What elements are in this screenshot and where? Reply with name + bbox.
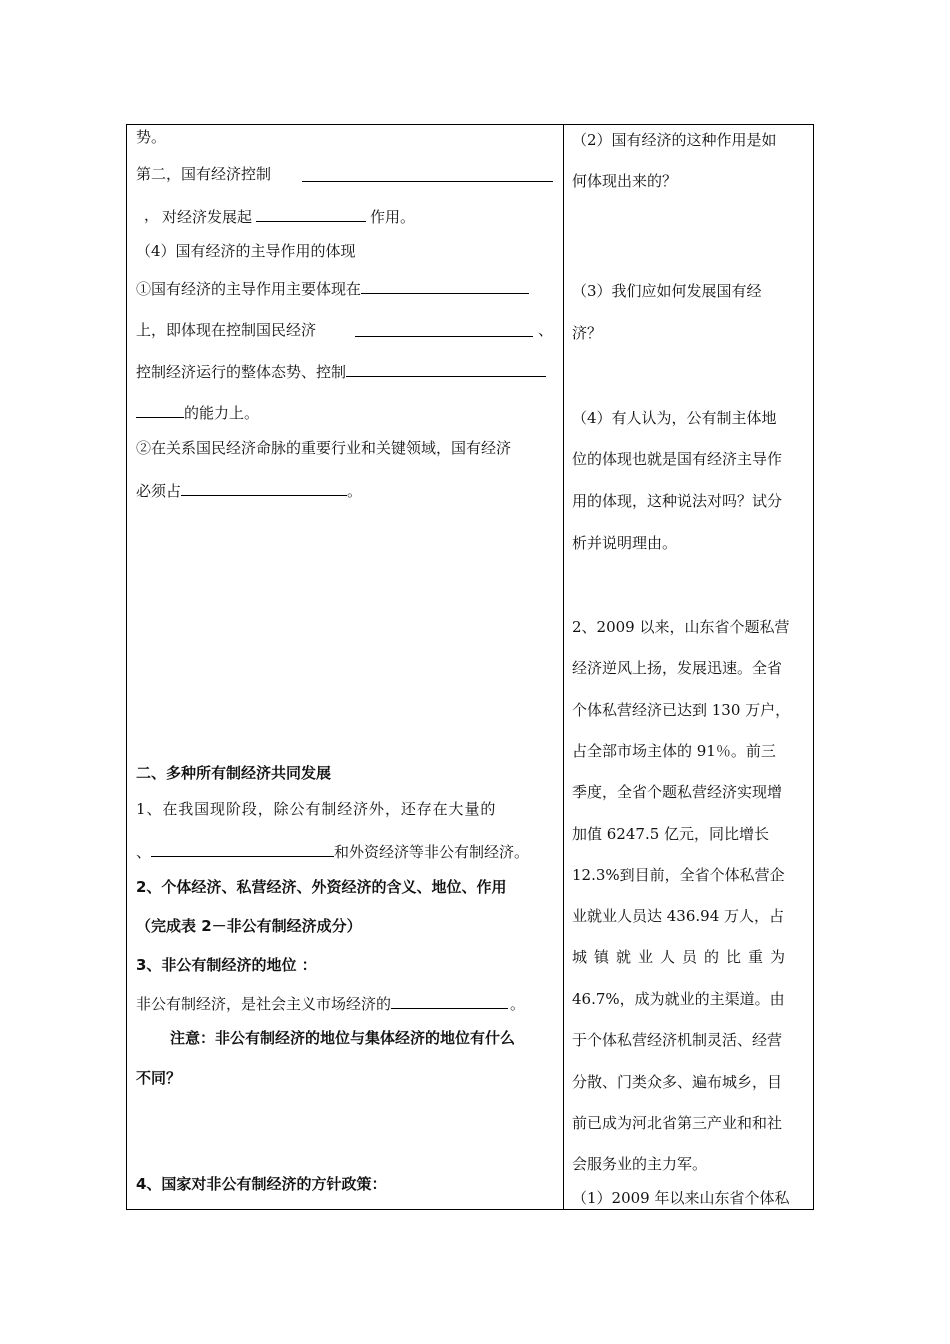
blank-role[interactable]: [256, 205, 366, 222]
question-3-line-2: 济？: [572, 324, 603, 342]
left-line-8: [136, 401, 259, 423]
question-4-line-3: 用的体现，这种说法对吗？试分: [572, 492, 783, 510]
blank-national-economy[interactable]: [355, 320, 533, 337]
left-line-10-text: 必须占: [136, 482, 182, 500]
blank-control[interactable]: [302, 165, 553, 182]
passage-line-3: 个体私营经济已达到 130 万户，: [572, 701, 791, 719]
passage-line-6: 加值 6247.5 亿元，同比增长: [572, 825, 770, 843]
question-3-line-1: （3）我们应如何发展国有经: [572, 282, 762, 300]
comma: ，: [144, 206, 160, 224]
passage-line-15: （1）2009 年以来山东省个体私: [572, 1189, 790, 1207]
passage-line-14: 会服务业的主力军。: [572, 1155, 708, 1173]
section-2-item-4: 4、国家对非公有制经济的方针政策：: [136, 1175, 387, 1193]
passage-line-5: 季度，全省个题私营经济实现增: [572, 783, 783, 801]
left-line-6: [136, 320, 316, 340]
blank-component[interactable]: [391, 992, 508, 1009]
section-2-item-1: 1、在我国现阶段，除公有制经济外，还存在大量的: [136, 800, 497, 818]
blank-dominant[interactable]: [181, 479, 347, 496]
blank-private-economy[interactable]: [151, 840, 334, 857]
question-4-line-1: （4）有人认为，公有制主体地: [572, 409, 777, 427]
left-line-3-text: 对经济发展起: [162, 208, 253, 226]
section-2-title: 二、多种所有制经济共同发展: [136, 764, 332, 782]
left-line-6-end: 、: [538, 321, 554, 339]
section-2-item-1b: [136, 840, 529, 862]
passage-line-11: 于个体私营经济机制灵活、经营: [572, 1031, 783, 1049]
left-line-3: [144, 205, 159, 225]
left-line-5-text: ①国有经济的主导作用主要体现在: [136, 280, 362, 298]
section-2-item-3b-end: 。: [510, 995, 526, 1013]
section-2-item-2: 2、个体经济、私营经济、外资经济的含义、地位、作用: [136, 878, 507, 896]
section-2-item-3b: [136, 992, 525, 1014]
section-2-item-3: 3、非公有制经济的地位 ：: [136, 956, 317, 974]
left-line-5: [136, 277, 529, 299]
passage-line-13: 前已成为河北省第三产业和和社: [572, 1114, 783, 1132]
section-2-item-2b: （完成表 2－非公有制经济成分）: [136, 917, 362, 935]
note: 注意：非公有制经济的地位与集体经济的地位有什么: [170, 1029, 516, 1047]
left-line-7-text: 控制经济运行的整体态势、控制: [136, 363, 347, 381]
left-line-10-end: 。: [347, 482, 363, 500]
passage-line-9: 城镇就业人员的比重为: [572, 948, 793, 966]
note-2: 不同？: [136, 1069, 182, 1087]
question-2-line-1: （2）国有经济的这种作用是如: [572, 131, 777, 149]
question-4-line-2: 位的体现也就是国有经济主导作: [572, 450, 783, 468]
left-line-9: ②在关系国民经济命脉的重要行业和关键领域，国有经济: [136, 439, 512, 457]
passage-line-2: 经济逆风上扬，发展迅速。全省: [572, 659, 783, 677]
left-line-7: [136, 360, 546, 382]
blank-control-2[interactable]: [346, 360, 546, 377]
column-divider: [563, 125, 564, 1209]
passage-line-7: 12.3%到目前，全省个体私营企: [572, 866, 785, 884]
question-4-line-4: 析并说明理由。: [572, 534, 678, 552]
left-line-2-text: 第二，国有经济控制: [136, 165, 272, 183]
passage-line-1: 2、2009 以来，山东省个题私营: [572, 618, 790, 636]
section-2-item-3b-text: 非公有制经济，是社会主义市场经济的: [136, 995, 392, 1013]
left-line-2: [136, 164, 271, 184]
blank-ability[interactable]: [136, 401, 184, 418]
left-line-3b: [162, 205, 415, 227]
pause-mark: 、: [136, 843, 152, 861]
section-2-item-1b-text: 和外资经济等非公有制经济。: [334, 843, 530, 861]
left-line-8-text: 的能力上。: [184, 404, 260, 422]
left-line-3-end: 作用。: [370, 208, 416, 226]
passage-line-8: 业就业人员达 436.94 万人，占: [572, 907, 785, 925]
question-2-line-2: 何体现出来的？: [572, 172, 678, 190]
left-line-4: （4）国有经济的主导作用的体现: [136, 242, 356, 260]
left-line-1: 势。: [136, 128, 167, 146]
blank-embodiment[interactable]: [361, 277, 529, 294]
passage-line-4: 占全部市场主体的 91％。前三: [572, 742, 776, 760]
passage-line-12: 分散、门类众多、遍布城乡，目: [572, 1073, 783, 1091]
left-line-6-text: 上，即体现在控制国民经济: [136, 321, 317, 339]
left-line-10: [136, 479, 362, 501]
passage-line-10: 46.7%，成为就业的主渠道。由: [572, 990, 785, 1008]
